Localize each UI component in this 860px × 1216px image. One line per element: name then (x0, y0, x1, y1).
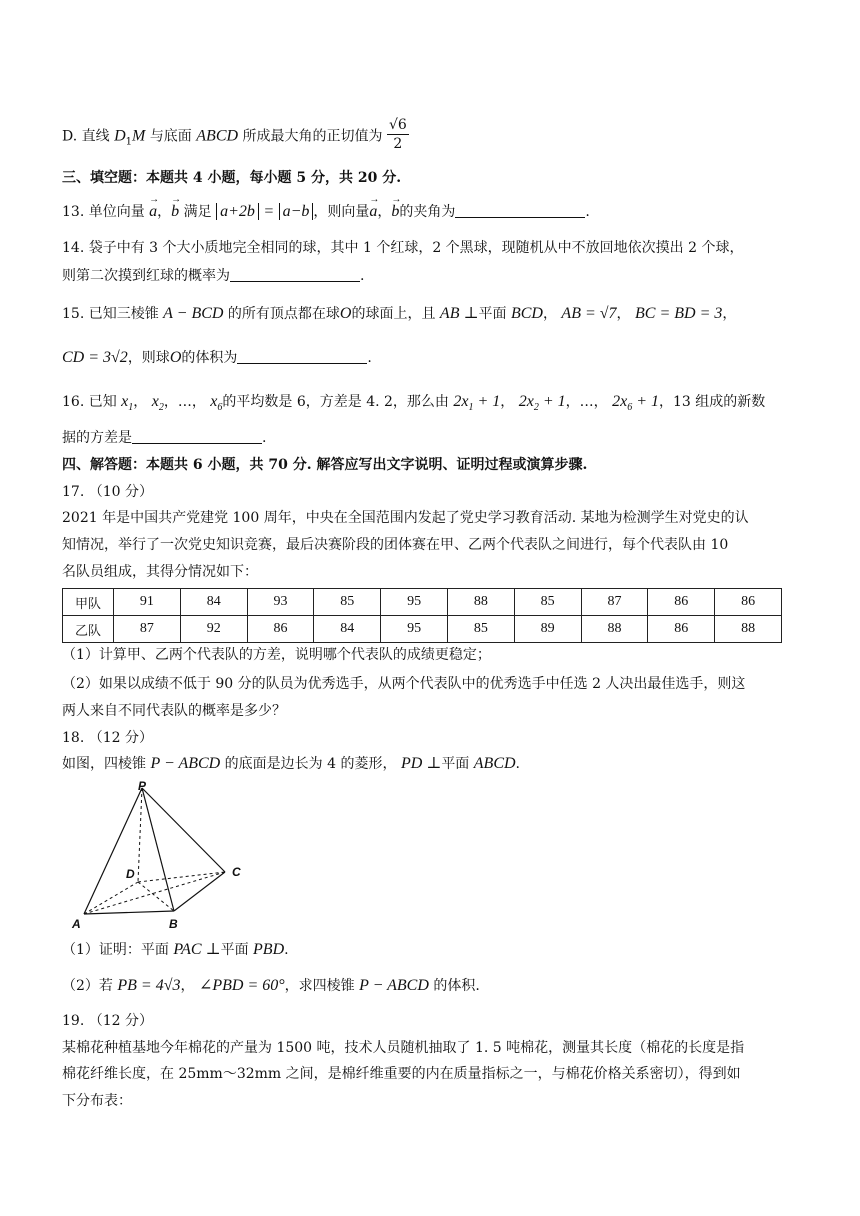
table-row (63, 589, 782, 616)
math-pyramid: A − BCD (163, 305, 224, 322)
label-d: D (126, 867, 135, 881)
score-cell: 86 (648, 589, 715, 616)
math-2x2: $2x_2 + 1$ (518, 393, 566, 414)
fraction-numerator: √6 (388, 117, 407, 133)
question-16-line-2 (62, 428, 798, 448)
score-cell: 85 (447, 616, 514, 643)
vector-b: → b (171, 202, 179, 222)
q15-text-a: 15. 已知三棱锥 (62, 306, 159, 322)
option-d-mid: 与底面 (149, 128, 192, 145)
math-x1: $x_1$ (121, 393, 134, 414)
math-plane: ABCD (196, 127, 239, 145)
score-cell: 86 (648, 616, 715, 643)
q18-sub1-text-b: 平面 (220, 942, 249, 958)
q16-text-c: ，13 组成的新数 (659, 394, 766, 410)
math-x6: $x_6$ (210, 393, 223, 414)
q18-sub2-text-b: ，求四棱锥 (284, 978, 355, 994)
math-ab-perp: AB ⊥ (439, 305, 479, 322)
math-o: O (339, 305, 352, 322)
score-cell: 92 (180, 616, 247, 643)
option-d-prefix: D. 直线 (62, 128, 110, 145)
q13-sep-2: ， (377, 204, 392, 220)
pyramid-figure (62, 778, 262, 938)
answer-blank[interactable] (237, 349, 367, 364)
label-b: B (169, 917, 178, 931)
q18-sub2-text-c: 的体积. (433, 978, 480, 994)
section-4-heading: 四、解答题：本题共 6 小题，共 70 分. 解答应写出文字说明、证明过程或演算步骤. (62, 457, 588, 473)
math-pb: PB = 4√3 (117, 977, 181, 994)
score-cell: 95 (381, 589, 448, 616)
question-13 (62, 202, 798, 222)
score-cell: 95 (381, 616, 448, 643)
q18-sub2-text: （2）若 (62, 978, 113, 994)
math-bc-bd: BC = BD = 3 (635, 305, 723, 322)
score-cell: 84 (314, 616, 381, 643)
math-o-2: O (169, 349, 182, 366)
math-angle: ∠PBD = 60° (198, 977, 285, 994)
q18-sub-1: （1）证明：平面 PAC ⊥平面 PBD. (62, 941, 289, 958)
math-abcd: ABCD (473, 755, 516, 772)
q15-text-f: 的体积为 (181, 350, 238, 366)
score-cell: 85 (314, 589, 381, 616)
section-3-heading: 三、填空题：本题共 4 小题，每小题 5 分，共 20 分. (62, 170, 402, 186)
vector-a-2: → a (369, 202, 377, 222)
ellipsis: … (177, 394, 192, 410)
math-pyramid: P − ABCD (150, 755, 221, 772)
question-15-line-1: 15. 已知三棱锥 A − BCD 的所有顶点都在球O的球面上，且 AB ⊥平面 BCD， AB = √7， BC = BD = 3， (62, 305, 737, 322)
score-cell: 88 (581, 616, 648, 643)
q18-sub1-text: （1）证明：平面 (62, 942, 169, 958)
q16-text-b: 的平均数是 6，方差是 4. 2，那么由 (222, 394, 449, 410)
q13-sep: ， (157, 204, 172, 220)
math-m: M (132, 127, 146, 145)
q17-para-1: 2021 年是中国共产党建党 100 周年，中央在全国范围内发起了党史学习教育活动. 某地为检测学生对党史的认 (62, 510, 749, 526)
fraction-denominator: 2 (393, 136, 403, 152)
math-pbd: PBD (253, 941, 285, 958)
math-ab-length: AB = √7 (561, 305, 617, 322)
q13-prefix: 13. 单位向量 (62, 204, 145, 220)
q19-para-1: 某棉花种植基地今年棉花的产量为 1500 吨，技术人员随机抽取了 1. 5 吨棉花，测量其长度（棉花的长度是指 (62, 1040, 745, 1056)
math-cd: CD = 3√2 (62, 349, 128, 366)
fraction (387, 116, 409, 153)
q13-suffix2: 的夹角为 (399, 204, 456, 220)
score-cell: 91 (114, 589, 181, 616)
vector-a: → a (149, 202, 157, 222)
q17-sub-1: （1）计算甲、乙两个代表队的方差，说明哪个代表队的成绩更稳定； (62, 647, 491, 663)
q15-text-d: 平面 (478, 306, 507, 322)
q17-para-3: 名队员组成，其得分情况如下： (62, 564, 258, 580)
option-d-suffix: 所成最大角的正切值为 (242, 128, 383, 145)
period: . (367, 350, 372, 366)
period: . (585, 204, 590, 220)
score-cell: 89 (514, 616, 581, 643)
q18-text-b: 的底面是边长为 4 的菱形， (224, 756, 397, 772)
q16-text-d: 据的方差是 (62, 430, 132, 446)
table-row (63, 616, 782, 643)
math-x2: $x_2$ (151, 393, 164, 414)
math-sub: 1 (125, 136, 133, 148)
label-p: P (138, 779, 147, 793)
abs-expr-1: a+2b (216, 203, 259, 220)
score-cell: 86 (247, 616, 314, 643)
math-d: D (114, 127, 126, 145)
math-2x1: $2x_1 + 1$ (453, 393, 501, 414)
score-cell: 88 (447, 589, 514, 616)
question-15-line-2 (62, 348, 798, 368)
score-cell: 88 (715, 616, 782, 643)
question-14-line-2 (62, 266, 798, 286)
period: . (262, 430, 267, 446)
question-16-line-1: 16. 已知 $x_1$， $x_2$，…， $x_6$的平均数是 6，方差是 4. 2，那么由 $2x_1 + 1$， $2x_2 + 1$，…， $2x_6 + 1$，13 组成的新数 (62, 393, 766, 414)
math-pd-perp: PD ⊥ (400, 755, 442, 772)
answer-blank[interactable] (230, 267, 360, 282)
math-pyramid-2: P − ABCD (359, 977, 429, 994)
q18-para-1: 如图，四棱锥 P − ABCD 的底面是边长为 4 的菱形， PD ⊥平面 ABCD. (62, 755, 520, 772)
score-table (62, 588, 782, 643)
score-cell: 93 (247, 589, 314, 616)
answer-blank[interactable] (455, 203, 585, 218)
equals-sign: = (263, 203, 275, 220)
team-name: 乙队 (63, 616, 114, 643)
q19-para-2: 棉花纤维长度，在 25mm～32mm 之间，是棉纤维重要的内在质量指标之一，与棉花价格关系密切），得到如 (62, 1066, 741, 1082)
q16-text-a: 16. 已知 (62, 394, 117, 410)
q15-text-b: 的所有顶点都在球 (227, 306, 340, 322)
q17-head: 17. （10 分） (62, 484, 153, 500)
period: . (360, 268, 365, 284)
math-pac-perp: PAC ⊥ (173, 941, 221, 958)
label-c: C (232, 865, 241, 879)
ellipsis-2: … (579, 394, 594, 410)
q18-text-c: 平面 (441, 756, 470, 772)
q13-cond: 满足 (183, 204, 212, 220)
q13-suffix: ，则向量 (313, 204, 370, 220)
option-d (62, 118, 798, 155)
q18-head: 18. （12 分） (62, 730, 153, 746)
score-cell: 84 (180, 589, 247, 616)
q15-text-e: ，则球 (127, 350, 170, 366)
q14-text: 则第二次摸到红球的概率为 (62, 268, 230, 284)
score-cell: 87 (581, 589, 648, 616)
score-cell: 87 (114, 616, 181, 643)
q18-sub-2: （2）若 PB = 4√3， ∠PBD = 60°，求四棱锥 P − ABCD 的体积. (62, 977, 480, 994)
q17-sub-2b: 两人来自不同代表队的概率是多少？ (62, 703, 286, 719)
math-2x6: $2x_6 + 1$ (612, 393, 660, 414)
label-a: A (72, 917, 81, 931)
score-cell: 85 (514, 589, 581, 616)
question-14-line-1: 14. 袋子中有 3 个大小质地完全相同的球，其中 1 个红球，2 个黑球，现随机从中不放回地依次摸出 2 个球， (62, 240, 744, 256)
score-cell: 86 (715, 589, 782, 616)
abs-expr-2: a−b (279, 203, 314, 220)
q17-sub-2a: （2）如果以成绩不低于 90 分的队员为优秀选手，从两个代表队中的优秀选手中任选 2 人决出最佳选手，则这 (62, 676, 746, 692)
q19-head: 19. （12 分） (62, 1013, 153, 1029)
vector-b-2: → b (391, 202, 399, 222)
math-bcd: BCD (510, 305, 543, 322)
q19-para-3: 下分布表： (62, 1093, 132, 1109)
q18-text-a: 如图，四棱锥 (62, 756, 146, 772)
team-name: 甲队 (63, 589, 114, 616)
q15-text-c: 的球面上，且 (351, 306, 436, 322)
q17-para-2: 知情况，举行了一次党史知识竞赛，最后决赛阶段的团体赛在甲、乙两个代表队之间进行，每个代表队由 10 (62, 537, 729, 553)
answer-blank[interactable] (132, 429, 262, 444)
